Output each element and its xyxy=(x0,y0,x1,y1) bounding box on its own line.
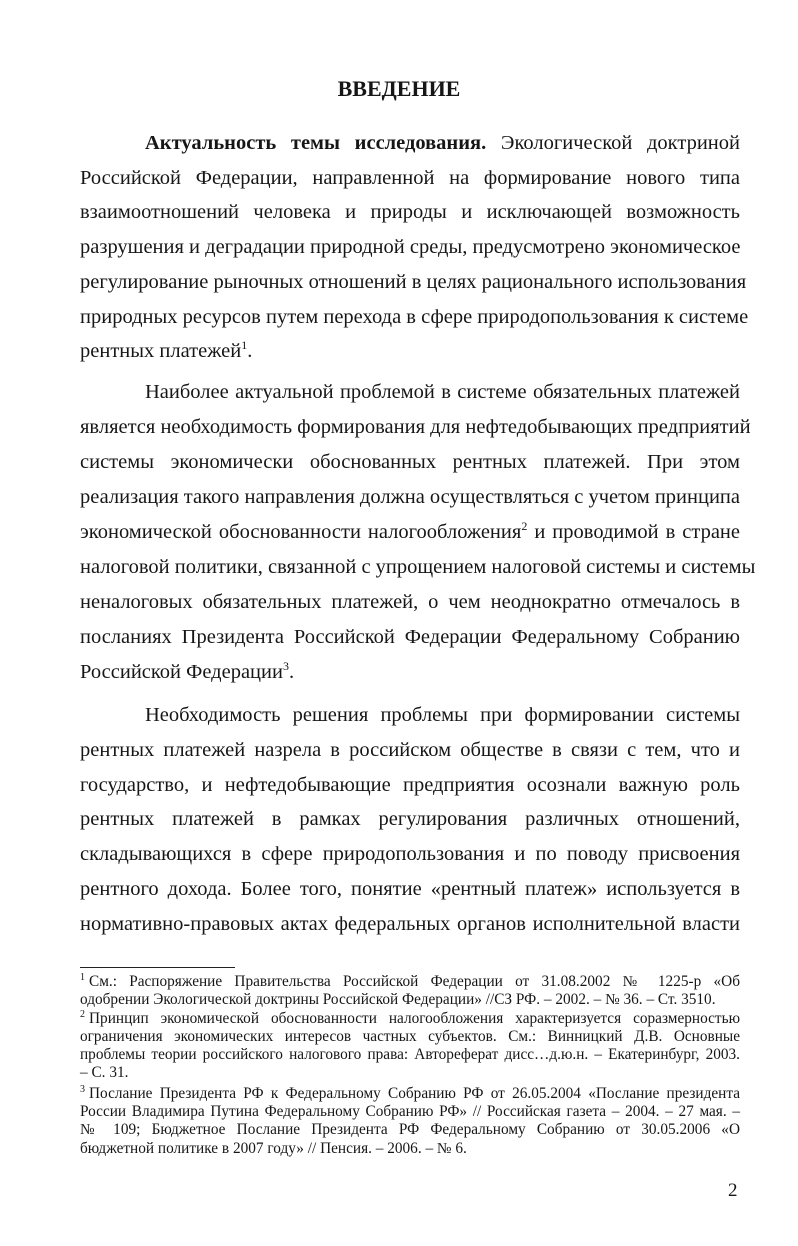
body-line xyxy=(80,485,740,509)
line-text-after: . xyxy=(247,340,253,362)
bold-lead: Актуальность темы исследования. xyxy=(145,132,487,154)
footnote-text: проблемы теории российского налогового права: Автореферат дисс…д.ю.н. – Екатеринбург, 2003. xyxy=(80,1046,740,1063)
line-text: Российской Федерации xyxy=(80,661,283,683)
footnote-text: Послание Президента РФ к Федеральному Собранию РФ от 26.05.2004 «Послание президента xyxy=(89,1085,740,1102)
body-line xyxy=(80,842,740,866)
body-line xyxy=(80,520,740,544)
line-text: природных ресурсов путем перехода в сфере природопользования к системе xyxy=(80,306,749,328)
body-line xyxy=(145,703,740,727)
body-line xyxy=(145,131,740,155)
section-title: ВВЕДЕНИЕ xyxy=(337,76,461,101)
body-line xyxy=(80,807,740,831)
line-text: Необходимость решения проблемы при формировании системы xyxy=(145,704,740,726)
line-text: Российской Федерации, направленной на формирование нового типа xyxy=(80,167,740,189)
line-text: разрушения и деградации природной среды, предусмотрено экономическое xyxy=(80,236,741,258)
footnote-text: ограничения экономических интересов частных субъектов. См.: Винницкий Д.В. Основные xyxy=(80,1028,740,1045)
line-text: складывающихся в сфере природопользования и по поводу присвоения xyxy=(80,843,740,865)
line-text: реализация такого направления должна осуществляться с учетом принципа xyxy=(80,486,740,508)
line-text: рентных платежей xyxy=(80,340,242,362)
line-text: рентного дохода. Более того, понятие «рентный платеж» используется в xyxy=(80,878,740,900)
footnote-line xyxy=(80,1140,740,1158)
line-text: Наиболее актуальной проблемой в системе обязательных платежей xyxy=(145,381,740,403)
footnote-number: 2 xyxy=(80,1009,85,1020)
footnote-line xyxy=(80,1103,740,1121)
body-line xyxy=(145,380,740,404)
line-text-after: и проводимой в стране xyxy=(527,521,741,543)
footnote-text: – С. 31. xyxy=(80,1064,129,1081)
body-line xyxy=(80,912,740,936)
body-line xyxy=(80,738,740,762)
line-text: государство, и нефтедобывающие предприятия осознали важную роль xyxy=(80,774,740,796)
body-line xyxy=(80,877,740,901)
footnote-line xyxy=(80,991,740,1009)
line-text-after: . xyxy=(288,661,295,683)
footnote-ref: 2 xyxy=(521,519,528,533)
body-line xyxy=(80,660,740,684)
footnote-text: России Владимира Путина Федеральному Собранию РФ» // Российская газета – 2004. – 27 мая. – xyxy=(80,1103,740,1120)
body-line xyxy=(80,270,747,294)
body-line xyxy=(80,305,749,329)
line-text: рентных платежей в рамках регулирования различных отношений, xyxy=(80,808,740,830)
line-text: неналоговых обязательных платежей, о чем неоднократно отмечалось в xyxy=(80,591,740,613)
line-text: налоговой политики, связанной с упрощением налоговой системы и системы xyxy=(80,556,756,578)
line-text: посланиях Президента Российской Федерации Федеральному Собранию xyxy=(80,626,740,648)
line-text: рентных платежей назрела в российском обществе в связи с тем, что и xyxy=(80,739,740,761)
footnote-text: бюджетной политике в 2007 году» // Пенсия. – 2006. – № 6. xyxy=(80,1140,467,1157)
line-text: Экологической доктриной xyxy=(486,132,740,154)
footnote-text: См.: Распоряжение Правительства Российской Федерации от 31.08.2002 № 1225-р «Об xyxy=(89,973,740,990)
footnote-line xyxy=(80,1121,740,1139)
footnote-text: одобрении Экологической доктрины Российской Федерации» //СЗ РФ. – 2002. – № 36. – Ст. 3510. xyxy=(80,991,716,1008)
body-line xyxy=(80,339,740,363)
line-text: является необходимость формирования для нефтедобывающих предприятий xyxy=(80,416,751,438)
body-line xyxy=(80,590,740,614)
footnote-line xyxy=(80,1046,740,1064)
footnote-text: № 109; Бюджетное Послание Президента РФ Федеральному Собранию от 30.05.2006 «О xyxy=(80,1121,740,1138)
body-line xyxy=(80,166,740,190)
footnote-number: 1 xyxy=(80,972,85,983)
footnote-ref: 1 xyxy=(241,338,248,352)
line-text: регулирование рыночных отношений в целях рационального использования xyxy=(80,271,747,293)
body-line xyxy=(80,625,740,649)
line-text: экономической обоснованности налогообложения xyxy=(80,521,522,543)
footnote-line xyxy=(80,1028,740,1046)
footnote-line xyxy=(80,1064,740,1082)
body-line xyxy=(80,450,740,474)
body-line xyxy=(80,773,740,797)
body-line xyxy=(80,415,751,439)
footnote-line xyxy=(80,973,740,991)
line-text: системы экономически обоснованных рентных платежей. При этом xyxy=(80,451,740,473)
footnote-ref: 3 xyxy=(282,659,289,673)
page-number: 2 xyxy=(728,1180,738,1201)
footnote-line xyxy=(80,1010,740,1028)
footnote-text: Принцип экономической обоснованности налогообложения характеризуется соразмерностью xyxy=(89,1010,740,1027)
body-line xyxy=(80,200,740,224)
footnote-line xyxy=(80,1085,740,1103)
body-line xyxy=(80,555,756,579)
body-line xyxy=(80,235,740,259)
line-text: взаимоотношений человека и природы и исключающей возможность xyxy=(80,201,740,223)
footnote-number: 3 xyxy=(80,1084,85,1095)
footnote-separator xyxy=(80,967,235,968)
line-text: нормативно-правовых актах федеральных органов исполнительной власти xyxy=(80,913,740,935)
